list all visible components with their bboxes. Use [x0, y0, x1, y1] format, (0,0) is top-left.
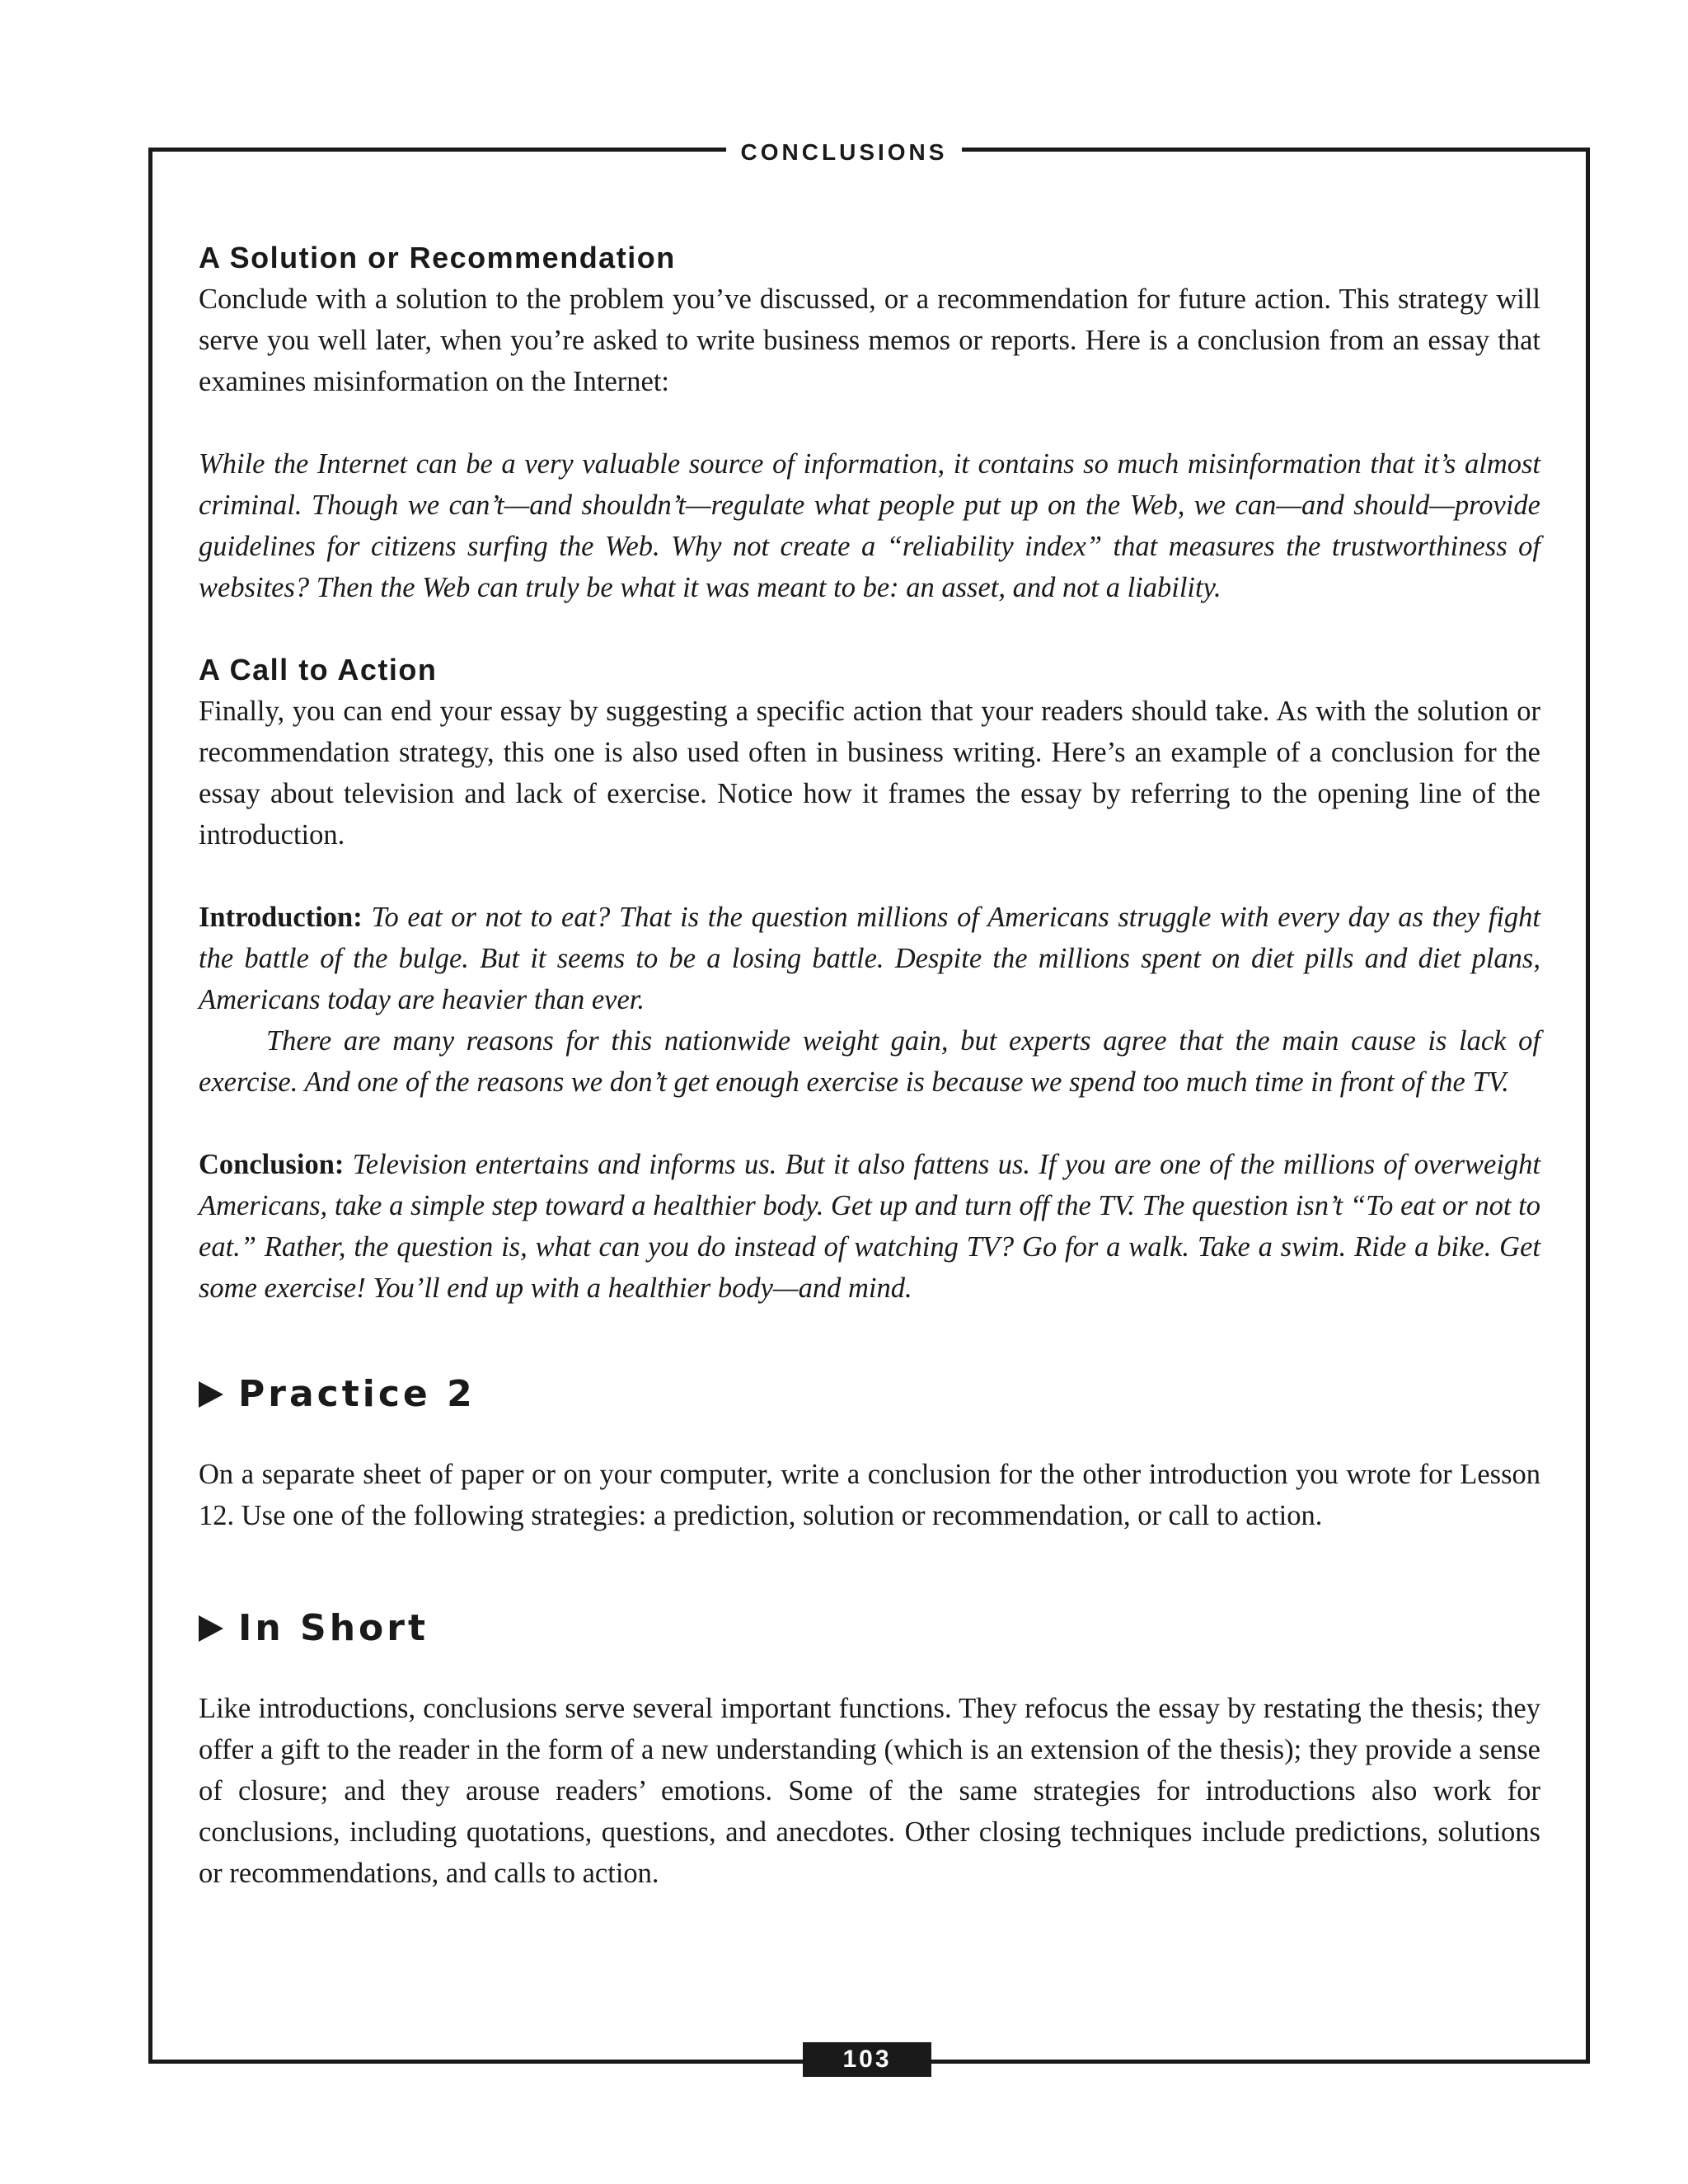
conclusion-label: Conclusion:	[199, 1149, 345, 1180]
practice-body: On a separate sheet of paper or on your computer, write a conclusion for the other introduction you wrote for Lesson 12. Use one of the following strategies: a prediction, solution or recommendation, or call to action.	[199, 1459, 1540, 1531]
page-content	[199, 237, 1540, 1894]
call-to-action-body: Finally, you can end your essay by suggesting a specific action that your readers should take. As with the solution or recommendation strategy, this one is also used often in business writing. Here’s an example of a conclusion for the essay about television and lack of exercise. Notice how it frames the essay by referring to the opening line of the introduction.	[199, 696, 1540, 851]
running-header	[0, 136, 1688, 169]
running-title: CONCLUSIONS	[726, 136, 963, 169]
introduction-text-2: There are many reasons for this nationwide weight gain, but experts agree that the main cause is lack of exercise. And one of the reasons we don’t get enough exercise is because we spend too much time in front of the TV.	[199, 1025, 1540, 1098]
solution-example: While the Internet can be a very valuable source of information, it contains so much misinformation that it’s almost criminal. Though we can’t—and shouldn’t—regulate what people put up on the Web, we can—and should—provide guidelines for citizens surfing the Web. Why not create a “reliability index” that measures the trustworthiness of websites? Then the Web can truly be what it was meant to be: an asset, and not a liability.	[199, 448, 1540, 603]
triangle-bullet-icon	[199, 1615, 223, 1642]
in-short-heading: In Short	[238, 1607, 429, 1649]
in-short-section	[199, 1604, 1540, 1894]
in-short-body: Like introductions, conclusions serve several important functions. They refocus the essay by restating the thesis; they offer a gift to the reader in the form of a new understanding (which is an extension of the thesis); they provide a sense of closure; and they arouse readers’ emotions. Some of the same strategies for introductions also work for conclusions, including quotations, questions, and anecdotes. Other closing techniques include predictions, solutions or recommendations, and calls to action.	[199, 1693, 1540, 1889]
practice-heading: Practice 2	[238, 1373, 476, 1415]
practice-heading-row	[199, 1370, 1540, 1419]
conclusion-example	[199, 1144, 1540, 1309]
solution-body: Conclude with a solution to the problem you’ve discussed, or a recommendation for future action. This strategy will serve you well later, when you’re asked to write business memos or reports. Here is a conclusion from an essay that examines misinformation on the Internet:	[199, 284, 1540, 397]
introduction-example	[199, 897, 1540, 1020]
solution-heading: A Solution or Recommendation	[199, 241, 676, 274]
conclusion-text: Television entertains and informs us. But it also fattens us. If you are one of the millions of overweight Americans, take a simple step toward a healthier body. Get up and turn off the TV. The question isn’t “To eat or not to eat.” Rather, the question is, what can you do instead of watching TV? Go for a walk. Take a swim. Ride a bike. Get some exercise! You’ll end up with a healthier body—and mind.	[199, 1149, 1541, 1304]
introduction-text: To eat or not to eat? That is the question millions of Americans struggle with every day as they fight the battle of the bulge. But it seems to be a losing battle. Despite the millions spent on diet pills and diet plans, Americans today are heavier than ever.	[199, 902, 1540, 1015]
triangle-bullet-icon	[199, 1381, 223, 1408]
practice-section	[199, 1370, 1540, 1536]
call-to-action-heading: A Call to Action	[199, 653, 438, 687]
in-short-heading-row	[199, 1604, 1540, 1653]
introduction-label: Introduction:	[199, 902, 363, 933]
page-number: 103	[803, 2042, 931, 2077]
call-to-action-section	[199, 649, 1540, 1309]
solution-section	[199, 237, 1540, 608]
